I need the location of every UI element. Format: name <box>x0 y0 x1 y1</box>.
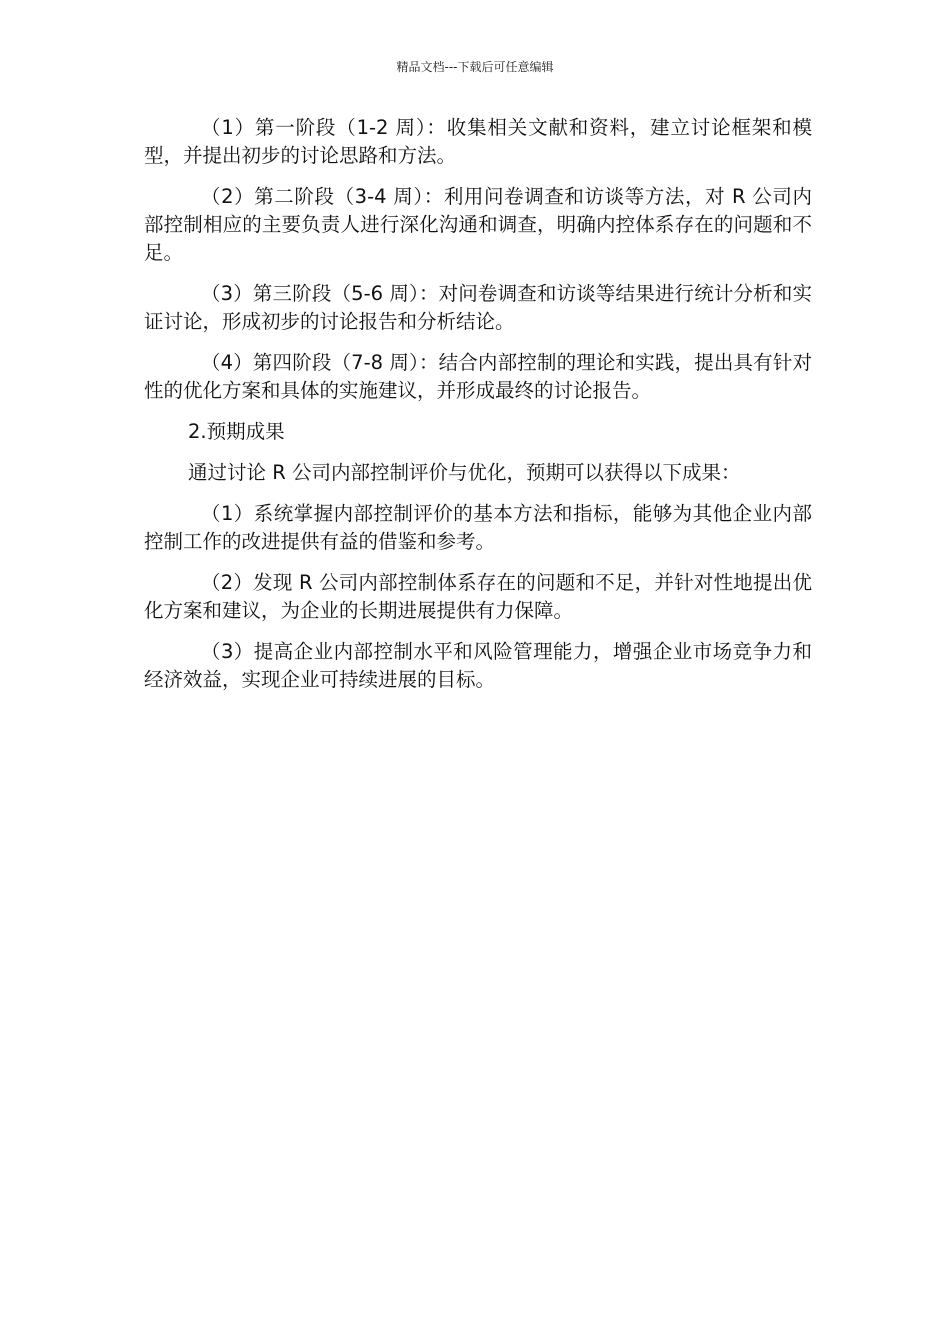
paragraph-stage-3: （3）第三阶段（5-6 周）：对问卷调查和访谈等结果进行统计分析和实证讨论，形成初步的讨论报告和分析结论。 <box>144 282 812 333</box>
paragraph-result-2: （2）发现 R 公司内部控制体系存在的问题和不足，并针对性地提出优化方案和建议，为企业的长期进展提供有力保障。 <box>144 571 812 622</box>
paragraph-result-3: （3）提高企业内部控制水平和风险管理能力，增强企业市场竞争力和经济效益，实现企业可持续进展的目标。 <box>144 640 812 691</box>
paragraph-result-1: （1）系统掌握内部控制评价的基本方法和指标，能够为其他企业内部控制工作的改进提供有益的借鉴和参考。 <box>144 502 812 553</box>
paragraph-stage-1: （1）第一阶段（1-2 周）：收集相关文献和资料，建立讨论框架和模型，并提出初步的讨论思路和方法。 <box>144 116 812 167</box>
paragraph-results-intro: 通过讨论 R 公司内部控制评价与优化，预期可以获得以下成果： <box>188 461 741 484</box>
page-header: 精品文档---下载后可任意编辑 <box>396 60 554 74</box>
paragraph-stage-4: （4）第四阶段（7-8 周）：结合内部控制的理论和实践，提出具有针对性的优化方案和具体的实施建议，并形成最终的讨论报告。 <box>144 351 812 402</box>
section-heading-expected-results: 2.预期成果 <box>188 420 285 443</box>
paragraph-stage-2: （2）第二阶段（3-4 周）：利用问卷调查和访谈等方法，对 R 公司内部控制相应的主要负责人进行深化沟通和调查，明确内控体系存在的问题和不足。 <box>144 185 812 264</box>
document-body <box>144 114 812 707</box>
